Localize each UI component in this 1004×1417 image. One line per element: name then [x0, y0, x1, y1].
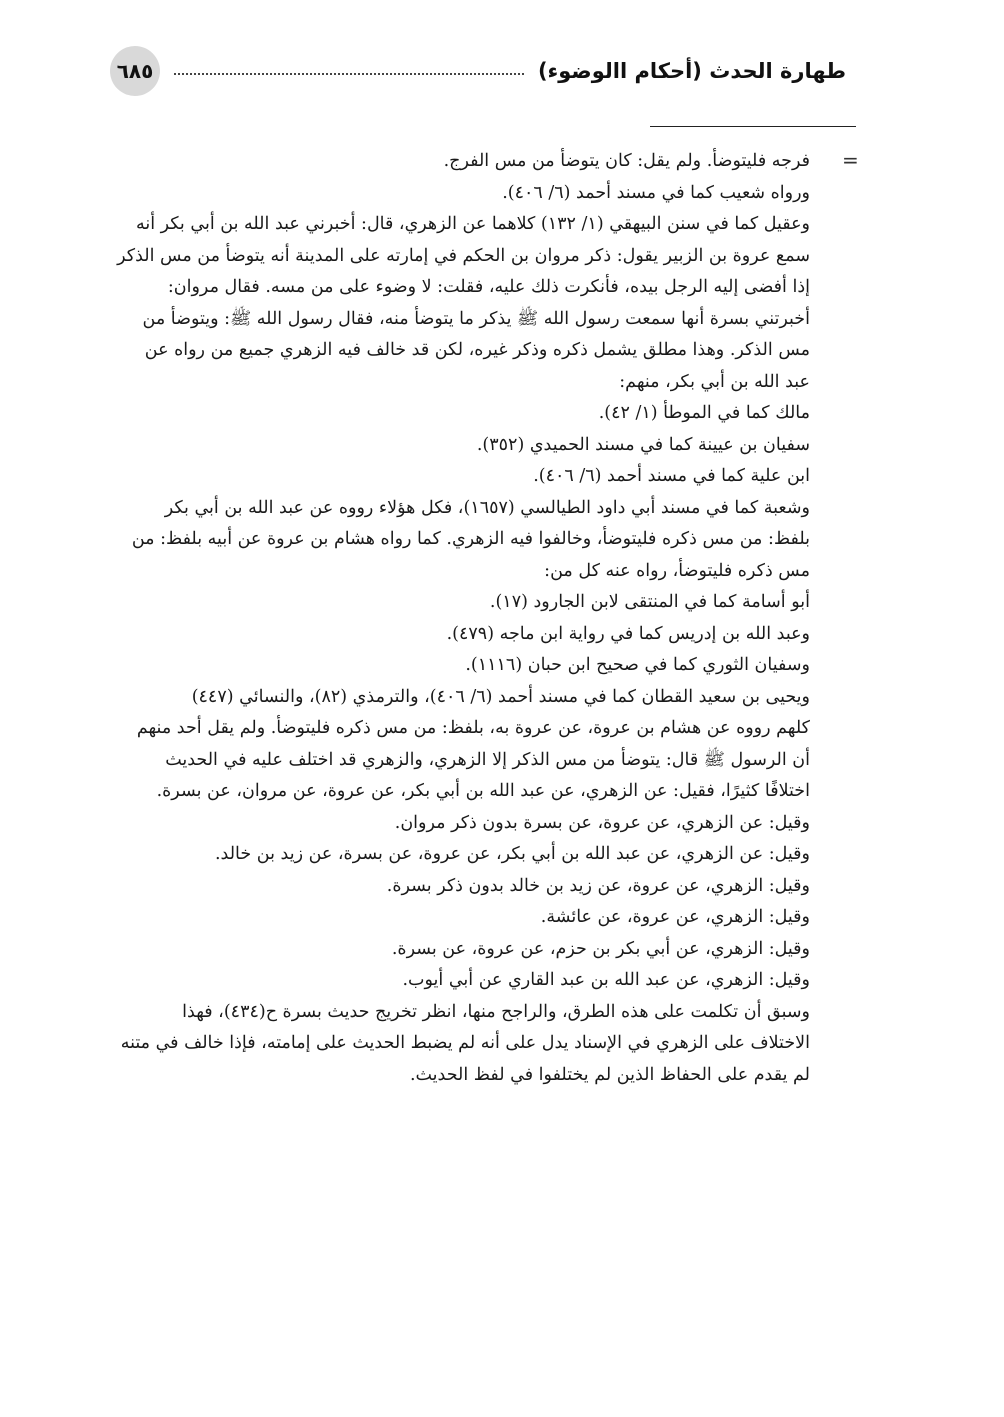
text-line: أخبرتني بسرة أنها سمعت رسول الله ﷺ يذكر ما يتوضأ منه، فقال رسول الله ﷺ: ويتوضأ من — [142, 308, 810, 329]
text-line: ورواه شعيب كما في مسند أحمد (٦/ ٤٠٦). — [502, 182, 810, 203]
text-line: مس الذكر. وهذا مطلق يشمل ذكره وذكر غيره، لكن قد خالف فيه الزهري جميع من رواه عن — [144, 340, 810, 360]
text-line: وعقيل كما في سنن البيهقي (١/ ١٣٢) كلاهما عن الزهري، قال: أخبرني عبد الله بن أبي بكر أنه — [135, 214, 810, 234]
text-line: اختلافًا كثيرًا، فقيل: عن الزهري، عن عبد الله بن أبي بكر، عن عروة، عن مروان، عن بسرة. — [156, 781, 810, 801]
text-line: وقيل: عن الزهري، عن عروة، عن بسرة بدون ذكر مروان. — [394, 812, 810, 833]
text-line: فرجه فليتوضأ. ولم يقل: كان يتوضأ من مس الفرج. — [443, 151, 810, 171]
text-line: وسبق أن تكلمت على هذه الطرق، والراجح منها، انظر تخريج حديث بسرة ح(٤٣٤)، فهذا — [182, 1001, 810, 1022]
text-line: ويحيى بن سعيد القطان كما في مسند أحمد (٦/ ٤٠٦)، والترمذي (٨٢)، والنسائي (٤٤٧) — [191, 686, 810, 707]
footnote-continuation-mark: = — [842, 148, 859, 172]
text-line: بلفظ: من مس ذكره فليتوضأ، وخالفوا فيه الزهري. كما رواه هشام بن عروة عن أبيه بلفظ: من — [131, 529, 810, 549]
text-line: مالك كما في الموطأ (١/ ٤٢). — [598, 403, 810, 423]
page-header — [110, 46, 846, 96]
text-line: سفيان بن عيينة كما في مسند الحميدي (٣٥٢). — [476, 434, 810, 455]
text-line: إذا أفضى إليه الرجل بيده، فأنكرت ذلك عليه، فقلت: لا وضوء على من مسه. فقال مروان: — [167, 277, 810, 297]
footnote-divider — [650, 126, 856, 127]
text-line: وعبد الله بن إدريس كما في رواية ابن ماجه (٤٧٩). — [446, 623, 810, 644]
text-line: عبد الله بن أبي بكر، منهم: — [619, 371, 810, 392]
text-line: وقيل: الزهري، عن عبد الله بن عبد القاري عن أبي أيوب. — [402, 970, 810, 990]
text-line: كلهم رووه عن هشام بن عروة، عن عروة به، بلفظ: من مس ذكره فليتوضأ. ولم يقل أحد منهم — [136, 718, 810, 738]
text-line: وشعبة كما في مسند أبي داود الطيالسي (١٦٥٧)، فكل هؤلاء رووه عن عبد الله بن أبي بكر — [164, 497, 810, 518]
text-line: وقيل: الزهري، عن أبي بكر بن حزم، عن عروة، عن بسرة. — [391, 938, 810, 959]
text-line: وقيل: الزهري، عن عروة، عن عائشة. — [540, 907, 810, 927]
text-line: وسفيان الثوري كما في صحيح ابن حبان (١١١٦). — [465, 655, 810, 675]
text-line: لم يقدم على الحفاظ الذين لم يختلفوا في لفظ الحديث. — [409, 1064, 810, 1085]
text-line: وقيل: عن الزهري، عن عبد الله بن أبي بكر، عن عروة، عن بسرة، عن زيد بن خالد. — [214, 844, 810, 864]
text-line: وقيل: الزهري، عن عروة، عن زيد بن خالد بدون ذكر بسرة. — [386, 875, 810, 896]
text-line: ابن علية كما في مسند أحمد (٦/ ٤٠٦). — [533, 466, 810, 486]
chapter-title: طهارة الحدث (أحكام االوضوء) — [537, 59, 846, 83]
text-line: الاختلاف على الزهري في الإسناد يدل على أنه لم يضبط الحديث على إمامته، فإذا خالف في متنه — [120, 1033, 810, 1053]
footnote-body — [116, 146, 810, 1091]
text-line: أبو أسامة كما في المنتقى لابن الجارود (١٧). — [489, 592, 810, 612]
text-line: أن الرسول ﷺ قال: يتوضأ من مس الذكر إلا الزهري، والزهري قد اختلف عليه في الحديث — [165, 749, 810, 770]
text-line: مس ذكره فليتوضأ، رواه عنه كل من: — [544, 560, 810, 581]
page-number-badge: ٦٨٥ — [110, 46, 160, 96]
text-line: سمع عروة بن الزبير يقول: ذكر مروان بن الحكم في إمارته على المدينة أنه يتوضأ من مس الذكر — [117, 245, 810, 266]
header-dotted-leader — [174, 73, 524, 75]
